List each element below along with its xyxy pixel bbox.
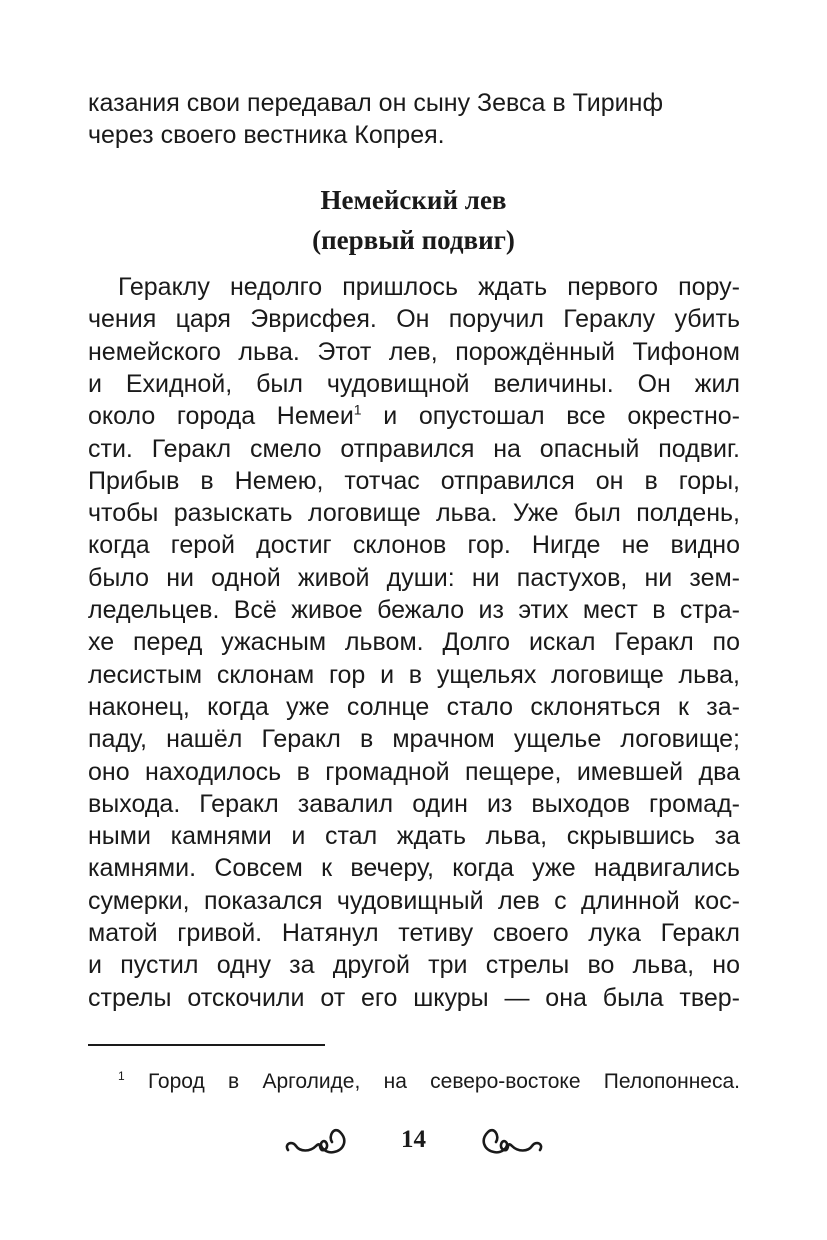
text-line: лесистым склонам гор и в ущельях логовище льва, xyxy=(88,660,740,689)
chapter-title: Немейский лев xyxy=(320,185,507,215)
text-line: чтобы разыскать логовище льва. Уже был полдень, xyxy=(88,499,740,528)
text-line: матой гривой. Натянул тетиву своего лука Геракл xyxy=(88,919,740,947)
text-line: наконец, когда уже солнце стало склоняться к за- xyxy=(88,692,740,721)
chapter-subtitle: (первый подвиг) xyxy=(312,225,515,255)
text-line: стрелы отскочили от его шкуры — она была твер- xyxy=(88,983,740,1012)
text-line: хе перед ужасным львом. Долго искал Геракл по xyxy=(88,628,740,657)
text-line: ледельцев. Всё живое бежало из этих мест в стра- xyxy=(88,596,740,624)
footnote-marker: 1 xyxy=(118,1069,125,1083)
text-fragment: и опустошал все окрестно- xyxy=(361,402,740,431)
text-line: ными камнями и стал ждать льва, скрывшись за xyxy=(88,822,740,851)
text-line: паду, нашёл Геракл в мрачном ущелье логовище; xyxy=(88,725,740,754)
footnote xyxy=(118,1068,740,1096)
text-line: Прибыв в Немею, тотчас отправился он в горы, xyxy=(88,466,740,495)
text-line: сти. Геракл смело отправился на опасный подвиг. xyxy=(88,434,740,463)
text-line: выхода. Геракл завалил один из выходов громад- xyxy=(88,789,740,818)
text-fragment: около города Немеи xyxy=(88,402,354,431)
text-line: и пустил одну за другой три стрелы во льва, но xyxy=(88,951,740,980)
text-line: сумерки, показался чудовищный лев с длинной кос- xyxy=(88,886,740,915)
text-line: чения царя Эврисфея. Он поручил Гераклу убить xyxy=(88,305,740,334)
footnote-reference: 1 xyxy=(353,401,362,418)
text-line: через своего вестника Копрея. xyxy=(88,121,445,149)
page-number: 14 xyxy=(401,1126,426,1153)
text-line: когда герой достиг склонов гор. Нигде не видно xyxy=(88,531,740,560)
footnote-text: Город в Арголиде, на северо-востоке Пелопоннеса. xyxy=(147,1070,740,1093)
text-line: оно находилось в громадной пещере, имевшей два xyxy=(88,757,740,786)
text-line: немейского льва. Этот лев, порождённый Тифоном xyxy=(88,337,740,366)
text-line xyxy=(88,401,740,431)
text-line: и Ехидной, был чудовищной величины. Он жил xyxy=(88,369,740,398)
text-line: казания свои передавал он сыну Зевса в Тиринф xyxy=(88,89,664,117)
text-line: камнями. Совсем к вечеру, когда уже надвигались xyxy=(88,854,740,883)
text-line: Гераклу недолго пришлось ждать первого пору- xyxy=(118,273,740,301)
right-ornament-icon xyxy=(474,1122,546,1158)
text-line: было ни одной живой души: ни пастухов, ни зем- xyxy=(88,563,740,592)
footnote-divider xyxy=(88,1044,325,1046)
